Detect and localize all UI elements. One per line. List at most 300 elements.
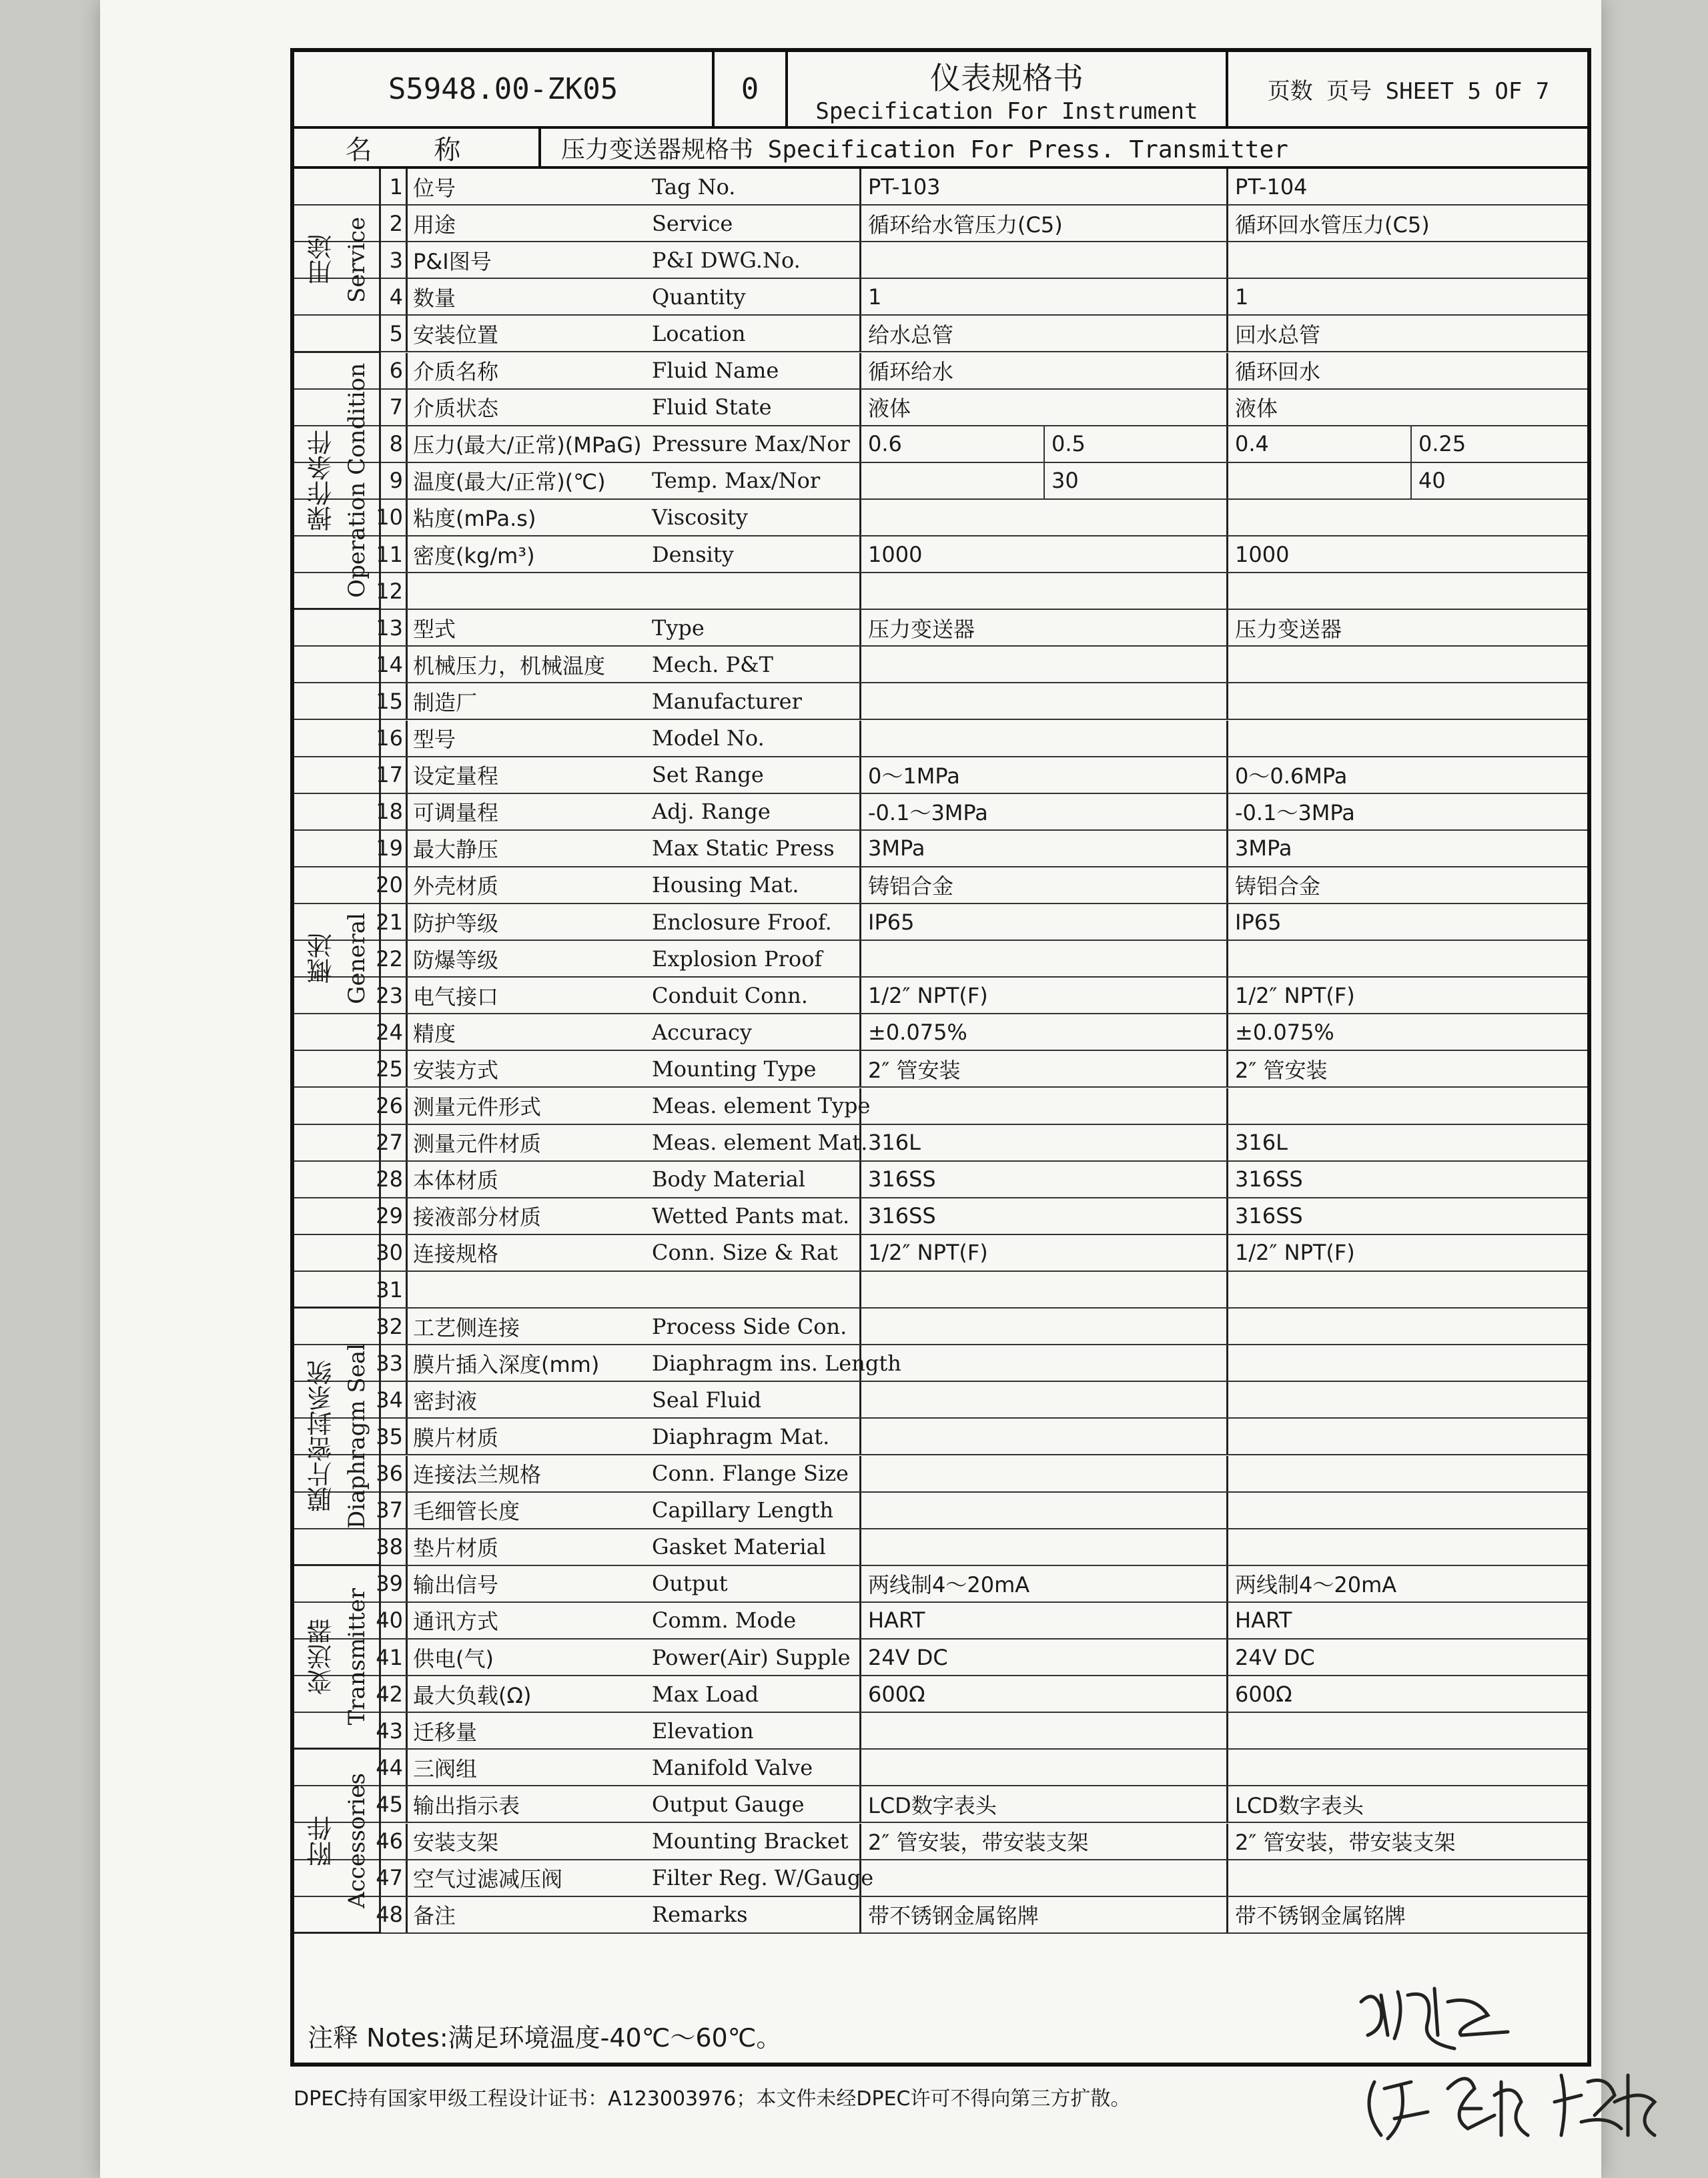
value-pt104: 2″ 管安装 — [1235, 1057, 1328, 1083]
table-row — [294, 1419, 1587, 1455]
item-name-cn: 连接规格 — [413, 1241, 499, 1267]
item-name-en: Viscosity — [648, 500, 861, 535]
value-pt103: PT-103 — [861, 169, 1228, 204]
value-pt103: IP65 — [861, 904, 1228, 940]
page-cell — [1228, 52, 1589, 126]
item-name-cn: 位号 — [413, 175, 456, 201]
item-name-cn: 膜片插入深度(mm) — [413, 1351, 600, 1377]
name-row — [294, 129, 1587, 169]
item-name-en: Body Material — [648, 1162, 861, 1197]
table-row — [294, 904, 1587, 941]
row-number: 25 — [381, 1051, 408, 1086]
item-name-cn: 接液部分材质 — [413, 1204, 542, 1230]
value-pt104-max — [1228, 463, 1412, 498]
item-name-en: P&I DWG.No. — [648, 242, 861, 278]
value-pt104: 循环回水管压力(C5) — [1235, 212, 1430, 238]
value-pt104: 2″ 管安装，带安装支架 — [1235, 1830, 1456, 1856]
table-row — [294, 1014, 1587, 1051]
value-pt104 — [1228, 242, 1587, 278]
value-pt104: PT-104 — [1235, 173, 1308, 200]
value-pt104: 1/2″ NPT(F) — [1235, 1240, 1355, 1266]
item-name-cn: 电气接口 — [413, 984, 499, 1010]
item-name-cn — [408, 573, 648, 609]
value-pt103 — [861, 1309, 1228, 1344]
page-number: 页数 页号 SHEET 5 OF 7 — [1267, 78, 1550, 105]
table-row — [294, 316, 1587, 352]
item-name-en: Max Static Press — [648, 831, 861, 866]
row-number: 48 — [381, 1897, 408, 1932]
item-name-cn: 输出指示表 — [413, 1792, 520, 1818]
value-pt103: 压力变送器 — [861, 610, 1228, 645]
value-pt104 — [1228, 1272, 1587, 1307]
value-pt103: 2″ 管安装 — [861, 1051, 1228, 1086]
spec-table-frame — [290, 48, 1591, 2067]
row-number: 6 — [381, 353, 408, 388]
value-pt103: 两线制4～20mA — [861, 1566, 1228, 1601]
item-name-cn: 安装支架 — [413, 1830, 499, 1856]
table-row — [294, 1529, 1587, 1566]
table-row — [294, 1824, 1587, 1860]
row-number: 12 — [381, 573, 408, 609]
value-pt103-max — [861, 463, 1045, 498]
value-pt103 — [861, 1750, 1228, 1785]
value-pt103: 24V DC — [861, 1640, 1228, 1675]
value-pt104-max: 0.4 — [1228, 426, 1412, 462]
section-label — [294, 353, 381, 611]
table-row — [294, 1897, 1587, 1934]
value-pt103 — [861, 647, 1228, 682]
value-pt104 — [1228, 1529, 1587, 1565]
item-name-en — [648, 573, 861, 609]
value-pt103: ±0.075% — [861, 1014, 1228, 1050]
item-name-en: Wetted Pants mat. — [648, 1198, 861, 1234]
name-value-cell — [541, 129, 1589, 166]
section-label-en: Accessories — [344, 1773, 370, 1908]
item-name-en: Mounting Type — [648, 1051, 861, 1086]
item-name-en: Housing Mat. — [648, 867, 861, 903]
section-label-en: Service — [344, 216, 370, 303]
value-pt103 — [861, 500, 1228, 535]
value-pt103: 0～1MPa — [861, 757, 1228, 793]
value-pt104 — [1228, 573, 1587, 609]
value-pt103: 600Ω — [861, 1676, 1228, 1712]
table-row — [294, 1566, 1587, 1603]
row-number: 33 — [381, 1345, 408, 1381]
item-name-en: Diaphragm Mat. — [648, 1419, 861, 1454]
table-row — [294, 978, 1587, 1014]
value-pt104 — [1228, 1345, 1587, 1381]
table-row — [294, 500, 1587, 536]
item-name-cn: 空气过滤减压阀 — [413, 1866, 563, 1892]
table-row — [294, 1051, 1587, 1088]
value-pt103-max: 0.6 — [861, 426, 1045, 462]
item-name-cn — [408, 1272, 648, 1307]
value-pt104-nor: 0.25 — [1418, 431, 1466, 457]
item-name-en: Pressure Max/Nor — [648, 426, 861, 462]
item-name-cn: 垫片材质 — [413, 1535, 499, 1561]
value-pt103 — [861, 683, 1228, 719]
footer-certificate: DPEC持有国家甲级工程设计证书：A123003976；本文件未经DPEC许可不得向第三方扩散。 — [294, 2087, 1131, 2111]
item-name-en: Quantity — [648, 279, 861, 314]
value-pt103 — [861, 1456, 1228, 1491]
value-pt103: 1/2″ NPT(F) — [861, 978, 1228, 1013]
title-cell — [788, 52, 1228, 126]
row-number: 39 — [381, 1566, 408, 1601]
row-number: 13 — [381, 610, 408, 645]
item-name-en: Fluid Name — [648, 353, 861, 388]
item-name-cn: 可调量程 — [413, 800, 499, 826]
table-row — [294, 1382, 1587, 1419]
section-label-en: General — [344, 912, 370, 1004]
value-pt104: 0～0.6MPa — [1235, 763, 1348, 789]
item-name-cn: 工艺侧连接 — [413, 1315, 520, 1341]
item-name-en: Capillary Length — [648, 1493, 861, 1528]
item-name-en: Adj. Range — [648, 794, 861, 829]
row-number: 42 — [381, 1676, 408, 1712]
value-pt104: 循环回水 — [1235, 359, 1321, 385]
item-name-cn: 介质状态 — [413, 396, 499, 422]
value-pt104: -0.1～3MPa — [1235, 800, 1355, 826]
value-pt103: 316SS — [861, 1198, 1228, 1234]
table-row — [294, 757, 1587, 794]
item-name-en: Density — [648, 536, 861, 572]
value-pt104: 316SS — [1235, 1166, 1303, 1192]
value-pt103 — [861, 1272, 1228, 1307]
value-pt103 — [861, 1419, 1228, 1454]
item-name-cn: 粘度(mPa.s) — [413, 506, 536, 532]
row-number: 2 — [381, 206, 408, 241]
value-pt104: 液体 — [1235, 396, 1278, 422]
table-row — [294, 463, 1587, 500]
table-row — [294, 1272, 1587, 1309]
value-pt104: HART — [1235, 1607, 1292, 1634]
value-pt104 — [1228, 683, 1587, 719]
value-pt104: 24V DC — [1235, 1644, 1315, 1670]
item-name-cn: 毛细管长度 — [413, 1499, 520, 1525]
value-pt103: HART — [861, 1603, 1228, 1638]
row-number: 21 — [381, 904, 408, 940]
value-pt104 — [1228, 1419, 1587, 1454]
value-pt104: 1/2″ NPT(F) — [1235, 982, 1355, 1008]
table-row — [294, 1493, 1587, 1529]
doc-number: S5948.00-ZK05 — [388, 72, 618, 106]
value-pt103 — [861, 941, 1228, 976]
row-number: 31 — [381, 1272, 408, 1307]
item-name-cn: 外壳材质 — [413, 873, 499, 899]
item-name-en: Manufacturer — [648, 683, 861, 719]
item-name-en: Fluid State — [648, 390, 861, 425]
row-number: 14 — [381, 647, 408, 682]
value-pt104: 两线制4～20mA — [1235, 1572, 1397, 1598]
notes: 注释 Notes:满足环境温度-40℃～60℃。 — [308, 2023, 782, 2053]
value-pt103: 液体 — [861, 390, 1228, 425]
row-number: 23 — [381, 978, 408, 1013]
value-pt104: 316SS — [1235, 1203, 1303, 1229]
value-pt104: 316L — [1235, 1130, 1288, 1156]
item-name-en: Diaphragm ins. Length — [648, 1345, 861, 1381]
table-row — [294, 1345, 1587, 1382]
row-number: 8 — [381, 426, 408, 462]
value-pt104: 压力变送器 — [1235, 616, 1342, 642]
item-name-en: Set Range — [648, 757, 861, 793]
item-name-en: Seal Fluid — [648, 1382, 861, 1417]
value-pt103 — [861, 1345, 1228, 1381]
item-name-en: Conn. Size & Rat — [648, 1235, 861, 1270]
row-number: 43 — [381, 1713, 408, 1748]
row-number: 40 — [381, 1603, 408, 1638]
table-row — [294, 573, 1587, 610]
value-pt103: 2″ 管安装，带安装支架 — [861, 1824, 1228, 1859]
table-row — [294, 1603, 1587, 1640]
row-number: 5 — [381, 316, 408, 351]
value-pt104-nor: 40 — [1418, 468, 1446, 494]
row-number: 47 — [381, 1860, 408, 1896]
item-name-en: Output Gauge — [648, 1786, 861, 1822]
item-name-en: Power(Air) Supple — [648, 1640, 861, 1675]
table-row — [294, 1162, 1587, 1198]
item-name-cn: 密封液 — [413, 1388, 478, 1414]
value-pt103: 循环给水管压力(C5) — [861, 206, 1228, 241]
section-label-cn: 附件 — [307, 1815, 336, 1866]
value-pt103-nor: 0.5 — [1045, 426, 1228, 462]
table-row — [294, 1456, 1587, 1493]
item-name-cn: 压力(最大/正常)(MPaG) — [413, 432, 642, 458]
value-pt103: 带不锈钢金属铭牌 — [861, 1897, 1228, 1932]
value-pt104: ±0.075% — [1235, 1019, 1334, 1045]
section-label-en: Transmitter — [344, 1588, 370, 1726]
name-label-cell — [294, 129, 541, 166]
item-name-cn: 连接法兰规格 — [413, 1462, 542, 1488]
value-pt104: LCD数字表头 — [1235, 1792, 1364, 1818]
section-label — [294, 1566, 381, 1750]
item-name-cn: 型号 — [413, 727, 456, 753]
item-name-en: Explosion Proof — [648, 941, 861, 976]
item-name-en: Comm. Mode — [648, 1603, 861, 1638]
row-number: 29 — [381, 1198, 408, 1234]
item-name-en: Type — [648, 610, 861, 645]
item-name-cn: 制造厂 — [413, 689, 478, 715]
item-name-en: Service — [648, 206, 861, 241]
table-row — [294, 647, 1587, 683]
item-name-en: Model No. — [648, 721, 861, 756]
value-pt103 — [861, 1493, 1228, 1528]
item-name-cn: 膜片材质 — [413, 1425, 499, 1451]
row-number: 15 — [381, 683, 408, 719]
section-label-cn: 操作条件 — [307, 429, 336, 531]
section-label-en: Operation Condition — [344, 362, 370, 598]
item-name-cn: P&I图号 — [413, 248, 492, 274]
value-pt104 — [1228, 1456, 1587, 1491]
value-pt103 — [861, 1529, 1228, 1565]
item-name-cn: 最大静压 — [413, 837, 499, 863]
value-pt103: -0.1～3MPa — [861, 794, 1228, 829]
value-pt103-nor: 30 — [1045, 463, 1228, 498]
item-name-en: Enclosure Froof. — [648, 904, 861, 940]
row-number: 9 — [381, 463, 408, 498]
row-number: 37 — [381, 1493, 408, 1528]
document-sheet — [100, 0, 1601, 2178]
value-pt104 — [1228, 500, 1587, 535]
item-name-cn: 精度 — [413, 1020, 456, 1046]
value-pt104: IP65 — [1235, 909, 1282, 935]
item-name-en: Temp. Max/Nor — [648, 463, 861, 498]
row-number: 46 — [381, 1824, 408, 1859]
row-number: 18 — [381, 794, 408, 829]
item-name-cn: 密度(kg/m³) — [413, 542, 535, 569]
row-number: 11 — [381, 536, 408, 572]
value-pt103 — [861, 1088, 1228, 1124]
table-row — [294, 683, 1587, 720]
value-pt104: 回水总管 — [1235, 322, 1321, 348]
row-number: 22 — [381, 941, 408, 976]
value-pt104 — [1228, 1493, 1587, 1528]
table-row — [294, 390, 1587, 426]
item-name-cn: 通讯方式 — [413, 1609, 499, 1635]
item-name-en: Manifold Valve — [648, 1750, 861, 1785]
value-pt103 — [861, 242, 1228, 278]
doc-number-cell — [294, 52, 715, 126]
row-number: 1 — [381, 169, 408, 204]
value-pt103 — [861, 573, 1228, 609]
value-pt104 — [1228, 941, 1587, 976]
item-name-en: Filter Reg. W/Gauge — [648, 1860, 861, 1896]
item-name-cn: 温度(最大/正常)(℃) — [413, 469, 606, 495]
item-name-cn: 输出信号 — [413, 1572, 499, 1598]
table-row — [294, 1309, 1587, 1345]
value-pt103 — [861, 1382, 1228, 1417]
value-pt104: 铸铝合金 — [1235, 873, 1321, 899]
row-number: 10 — [381, 500, 408, 535]
name-label: 名 称 — [345, 134, 488, 165]
value-pt103: 循环给水 — [861, 353, 1228, 388]
item-name-cn: 测量元件材质 — [413, 1131, 542, 1157]
row-number: 24 — [381, 1014, 408, 1050]
item-name-cn: 备注 — [413, 1903, 456, 1929]
item-name-en: Conn. Flange Size — [648, 1456, 861, 1491]
table-row — [294, 206, 1587, 242]
value-pt104 — [1228, 721, 1587, 756]
value-pt103: 3MPa — [861, 831, 1228, 866]
title-en: Specification For Instrument — [815, 97, 1198, 125]
value-pt103: 1/2″ NPT(F) — [861, 1235, 1228, 1270]
row-number: 36 — [381, 1456, 408, 1491]
table-row — [294, 941, 1587, 978]
value-pt104: 带不锈钢金属铭牌 — [1235, 1903, 1406, 1929]
row-number: 19 — [381, 831, 408, 866]
row-number: 26 — [381, 1088, 408, 1124]
item-name-cn: 供电(气) — [413, 1646, 494, 1672]
row-number: 7 — [381, 390, 408, 425]
section-label-cn: 膜片密封系统 — [307, 1360, 336, 1513]
table-row — [294, 169, 1587, 206]
table-row — [294, 794, 1587, 831]
section-label — [294, 1309, 381, 1566]
table-row — [294, 610, 1587, 647]
table-row — [294, 1088, 1587, 1125]
value-pt104 — [1228, 1088, 1587, 1124]
item-name-cn: 防爆等级 — [413, 947, 499, 973]
row-number: 30 — [381, 1235, 408, 1270]
item-name-en: Elevation — [648, 1713, 861, 1748]
section-label — [294, 610, 381, 1309]
row-number: 28 — [381, 1162, 408, 1197]
table-row — [294, 1860, 1587, 1897]
value-pt104: 1 — [1235, 284, 1249, 310]
item-name-cn: 设定量程 — [413, 763, 499, 789]
row-number: 20 — [381, 867, 408, 903]
value-pt103: LCD数字表头 — [861, 1786, 1228, 1822]
item-name-en: Tag No. — [648, 169, 861, 204]
section-label-cn: 变送器 — [307, 1619, 336, 1696]
title-cn: 仪表规格书 — [930, 59, 1084, 96]
value-pt104 — [1228, 647, 1587, 682]
revision: 0 — [741, 72, 759, 106]
value-pt103: 1 — [861, 279, 1228, 314]
value-pt104 — [1228, 1860, 1587, 1896]
value-pt104 — [1228, 1382, 1587, 1417]
section-label-cn: 概述 — [307, 933, 336, 984]
item-name-en: Conduit Conn. — [648, 978, 861, 1013]
value-pt103 — [861, 721, 1228, 756]
row-number: 45 — [381, 1786, 408, 1822]
item-name-en — [648, 1272, 861, 1307]
value-pt104: 1000 — [1235, 541, 1290, 567]
item-name-en: Gasket Material — [648, 1529, 861, 1565]
item-name-cn: 安装位置 — [413, 322, 499, 348]
table-row — [294, 279, 1587, 316]
table-row — [294, 1235, 1587, 1272]
item-name-en: Remarks — [648, 1897, 861, 1932]
row-number: 4 — [381, 279, 408, 314]
item-name-en: Max Load — [648, 1676, 861, 1712]
value-pt103 — [861, 1713, 1228, 1748]
value-pt103: 给水总管 — [861, 316, 1228, 351]
item-name-cn: 本体材质 — [413, 1168, 499, 1194]
table-row — [294, 1676, 1587, 1713]
section-label — [294, 1750, 381, 1934]
table-row — [294, 721, 1587, 757]
row-number: 38 — [381, 1529, 408, 1565]
item-name-cn: 介质名称 — [413, 359, 499, 385]
item-name-cn: 型式 — [413, 616, 456, 642]
item-name-cn: 测量元件形式 — [413, 1094, 542, 1120]
item-name-cn: 用途 — [413, 212, 456, 238]
handwritten-signatures — [1334, 1975, 1708, 2162]
value-pt104: 600Ω — [1235, 1681, 1292, 1707]
value-pt103: 316L — [861, 1125, 1228, 1160]
item-name-en: Accuracy — [648, 1014, 861, 1050]
item-name-cn: 数量 — [413, 285, 456, 311]
item-name-cn: 迁移量 — [413, 1719, 478, 1745]
value-pt104 — [1228, 1713, 1587, 1748]
item-name-en: Location — [648, 316, 861, 351]
name-value: 压力变送器规格书 Specification For Press. Transmitter — [561, 135, 1288, 163]
section-label — [294, 169, 381, 353]
table-row — [294, 867, 1587, 904]
item-name-en: Process Side Con. — [648, 1309, 861, 1344]
row-number: 34 — [381, 1382, 408, 1417]
value-pt104 — [1228, 1750, 1587, 1785]
row-number: 16 — [381, 721, 408, 756]
table-row — [294, 242, 1587, 279]
row-number: 32 — [381, 1309, 408, 1344]
item-name-en: Output — [648, 1566, 861, 1601]
row-number: 35 — [381, 1419, 408, 1454]
table-row — [294, 536, 1587, 573]
item-name-cn: 安装方式 — [413, 1057, 499, 1083]
item-name-cn: 最大负载(Ω) — [413, 1682, 532, 1708]
table-row — [294, 1198, 1587, 1235]
